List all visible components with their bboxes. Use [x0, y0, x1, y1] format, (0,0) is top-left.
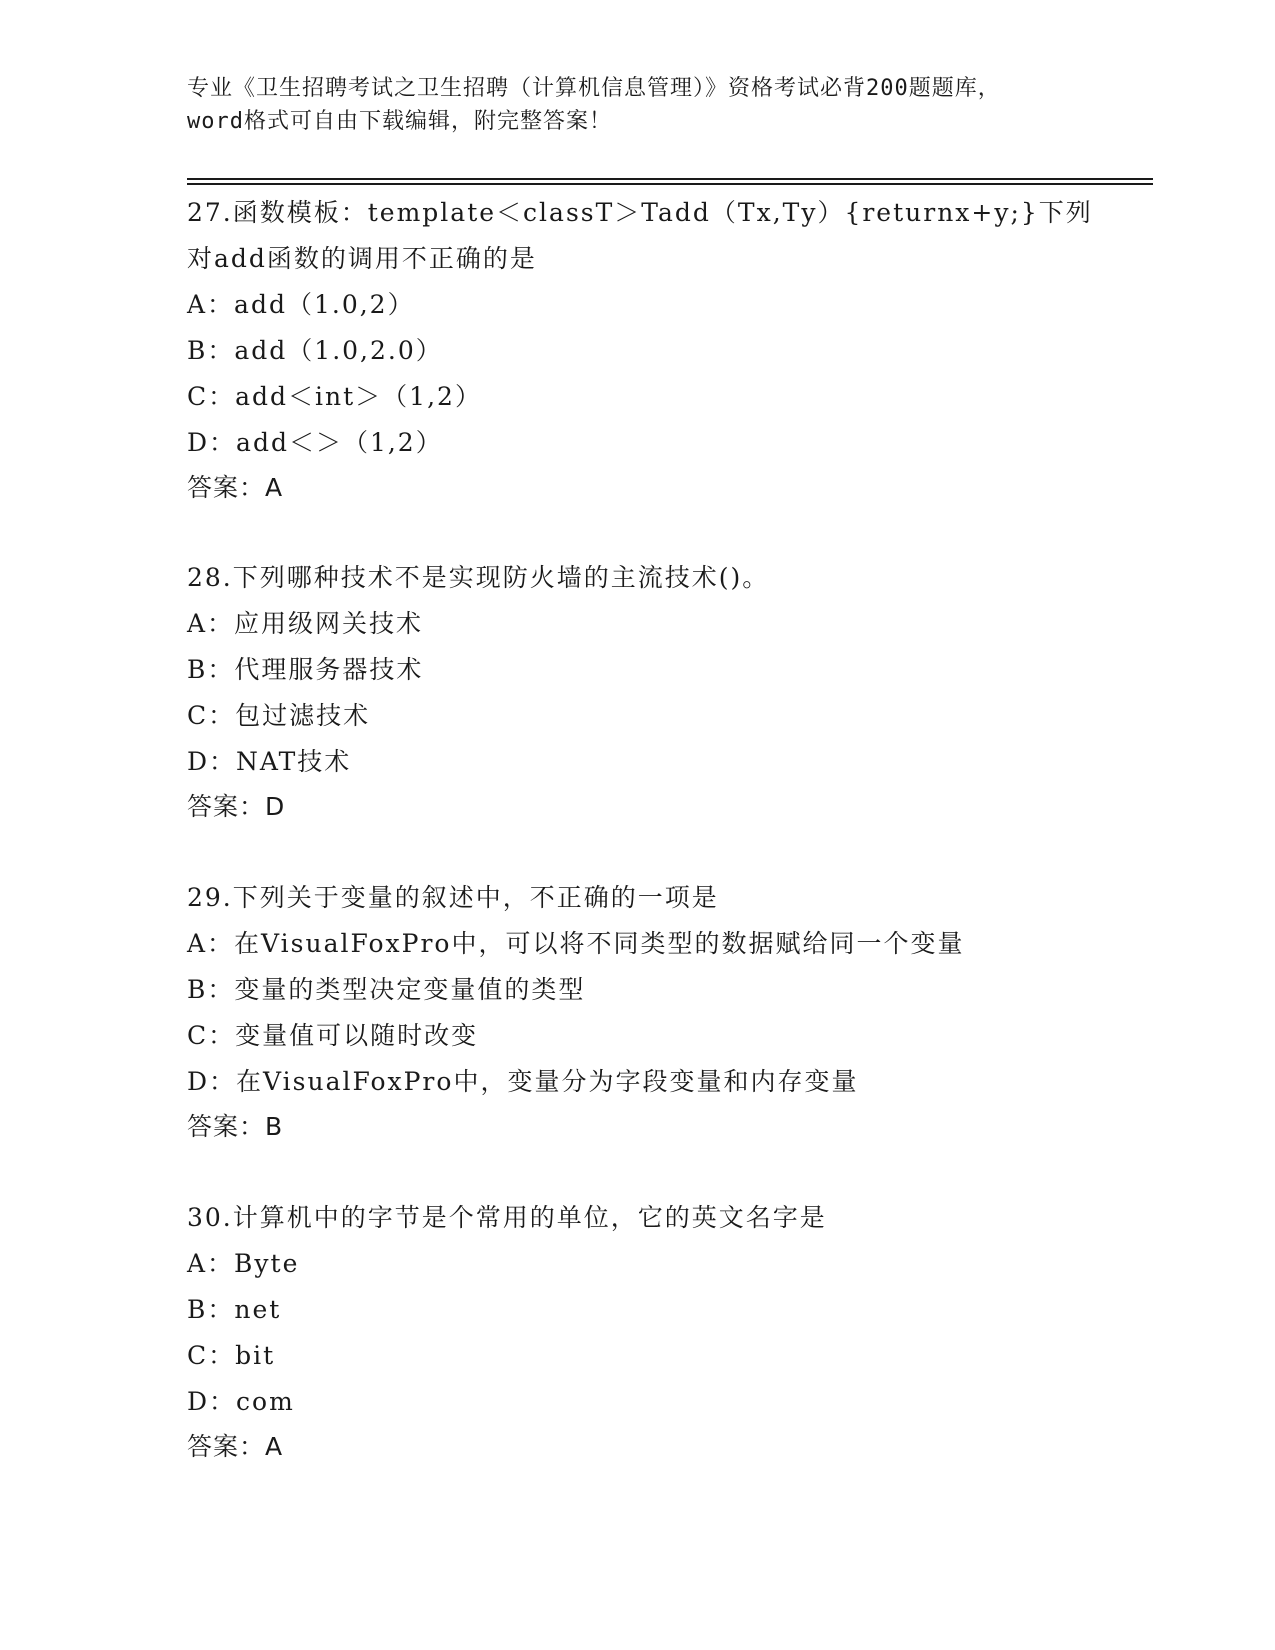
answer-label: 答案：A	[187, 473, 284, 502]
option-b: B：net	[187, 1295, 282, 1324]
question-stem-line: 对add函数的调用不正确的是	[187, 244, 537, 273]
document-header	[187, 72, 1087, 138]
option-d: D：在VisualFoxPro中，变量分为字段变量和内存变量	[187, 1067, 859, 1096]
question-27	[187, 190, 1093, 510]
option-b: B：add（1.0,2.0）	[187, 336, 443, 365]
question-29	[187, 875, 1087, 1149]
question-28	[187, 555, 1087, 829]
option-a: A：Byte	[187, 1249, 300, 1278]
header-title-line-1: 专业《卫生招聘考试之卫生招聘（计算机信息管理）》资格考试必背200题题库，	[187, 76, 1001, 101]
header-title-line-2: word格式可自由下载编辑，附完整答案！	[187, 109, 612, 134]
header-divider-bottom	[187, 183, 1153, 185]
option-a: A：应用级网关技术	[187, 609, 424, 638]
question-stem-line: 30.计算机中的字节是个常用的单位，它的英文名字是	[187, 1203, 827, 1232]
answer-label: 答案：A	[187, 1432, 284, 1461]
option-d: D：com	[187, 1387, 295, 1416]
option-b: B：变量的类型决定变量值的类型	[187, 975, 586, 1004]
option-c: C：包过滤技术	[187, 701, 371, 730]
question-stem-line: 28.下列哪种技术不是实现防火墙的主流技术()。	[187, 563, 770, 592]
question-stem-line: 27.函数模板：template＜classT＞Tadd（Tx,Ty）{returnx+y;}下列	[187, 198, 1093, 227]
option-c: C：变量值可以随时改变	[187, 1021, 479, 1050]
option-d: D：NAT技术	[187, 747, 352, 776]
question-stem-line: 29.下列关于变量的叙述中，不正确的一项是	[187, 883, 719, 912]
answer-label: 答案：D	[187, 792, 286, 821]
option-c: C：add＜int＞（1,2）	[187, 382, 482, 411]
option-b: B：代理服务器技术	[187, 655, 424, 684]
header-divider-top	[187, 178, 1153, 180]
option-d: D：add＜＞（1,2）	[187, 428, 443, 457]
answer-label: 答案：B	[187, 1112, 284, 1141]
option-a: A：在VisualFoxPro中，可以将不同类型的数据赋给同一个变量	[187, 929, 965, 958]
option-c: C：bit	[187, 1341, 276, 1370]
question-30	[187, 1195, 1087, 1469]
option-a: A：add（1.0,2）	[187, 290, 415, 319]
